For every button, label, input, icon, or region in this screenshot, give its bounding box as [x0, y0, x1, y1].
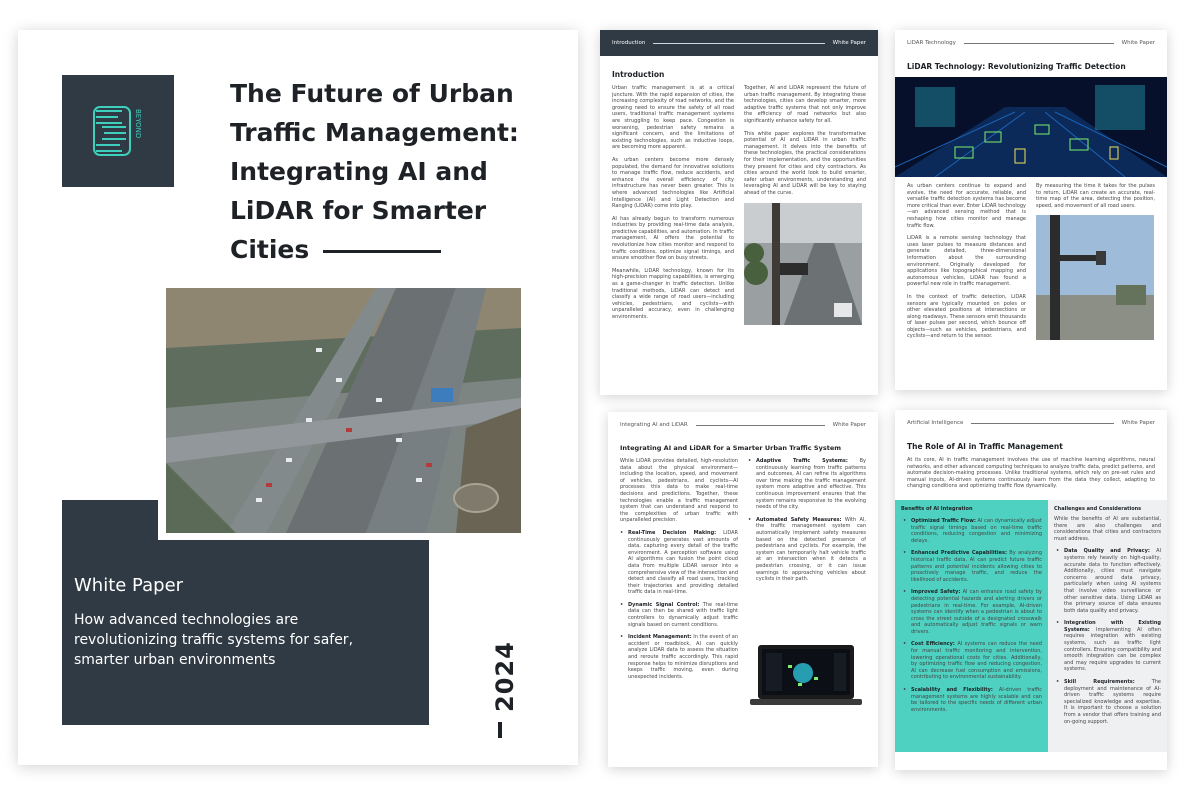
- lidar-column-2: [1036, 183, 1155, 346]
- paragraph: Meanwhile, LiDAR technology, known for its high-precision mapping capabilities, is emerging as a game-changer in traffic detection. Unlike traditional methods, LiDAR can detect and classify a wide range of road users—including vehicles, pedestrians, and cyclists—with unparalleled accuracy, even in challenging environments.: [612, 267, 734, 320]
- laptop-illustration: [748, 643, 866, 712]
- list-item: • Enhanced Predictive Capabilities: By analyzing historical traffic data, AI can predict future traffic patterns and potential incidents allowing cities to proactively manage traffic, and reduce the likelihood of accidents.: [903, 550, 1042, 583]
- page-artificial-intelligence: [895, 410, 1167, 770]
- intro-column-1: [612, 85, 734, 327]
- list-item: • Adaptive Traffic Systems: By continuously learning from traffic patterns and outcomes, AI can refine its algorithms over time making the traffic management system more adaptive and effective. This continuous improvement ensures that the system remains responsive to the evolving needs of the city.: [748, 458, 866, 511]
- benefits-column: [895, 500, 1048, 752]
- integrating-bullets-left: [620, 530, 738, 680]
- page-heading: Integrating AI and LiDAR for a Smarter Urban Traffic System: [620, 444, 841, 452]
- challenges-heading: Challenges and Considerations: [1054, 505, 1142, 512]
- header-doc-label: White Paper: [1121, 40, 1155, 46]
- list-item: • Scalability and Flexibility: AI-driven traffic management systems are highly scalable and can be tailored to the specific needs of different urban environments.: [903, 687, 1042, 713]
- beyond-logo-icon: [92, 103, 148, 159]
- cover-page: [18, 30, 578, 765]
- header-section-label: Artificial Intelligence: [907, 420, 964, 426]
- paragraph: As urban centers become more densely populated, the demand for innovative solutions to manage traffic flow, reduce accidents, and enhance the overall efficiency of city infrastructure has never been greater. This is where advanced technologies like Artificial Intelligence (AI) and Light Detection and Ranging (LiDAR) come into play.: [612, 156, 734, 210]
- page-header: [895, 410, 1167, 436]
- paragraph: Urban traffic management is at a critical juncture. With the rapid expansion of cities, the increasing complexity of road networks, and the growing need to ensure the safety of all road users, traditional traffic management systems are struggling to keep pace. Congestion is worsening, pedestrian safety remains a significant concern, and the limitations of existing technologies, such as inductive loops, are becoming more apparent.: [612, 85, 734, 151]
- header-section-label: LiDAR Technology: [907, 40, 956, 46]
- header-doc-label: White Paper: [832, 422, 866, 428]
- page-lidar-technology: [895, 30, 1167, 390]
- paragraph: In the context of traffic detection, LiDAR sensors are typically mounted on poles or other elevated positions at intersections or along roadways. These sensors emit thousands of laser pulses per second, which bounce off objects—such as vehicles, pedestrians, and cyclists—and return to the sensor.: [907, 293, 1026, 340]
- benefits-list: [895, 516, 1048, 713]
- logo-wordmark: BEYOND: [134, 109, 142, 139]
- page-heading: The Role of AI in Traffic Management: [907, 442, 1063, 451]
- paragraph: At its core, AI in traffic management involves the use of machine learning algorithms, neural networks, and other advanced computing techniques to analyze traffic data, predict patterns, and automate decision-making processes. Unlike traditional systems, which rely on pre-set rules and manual inputs, AI-driven systems continuously learn from the data they collect, adapting to changing conditions and optimizing traffic flow dynamically.: [907, 457, 1155, 490]
- integrating-bullets-right: [748, 458, 866, 583]
- cover-title-text: The Future of Urban Traffic Management: Integrating AI and LiDAR for Smarter Cities: [230, 79, 519, 264]
- page-header: [600, 30, 878, 56]
- list-item: • Improved Safety: AI can enhance road safety by detecting potential hazards and alerting drivers or pedestrians in real-time. For example, AI-driven systems can identify when a pedestrian is about to cross the street outside of a designated crosswalk and automatically adjust traffic signals or warn drivers.: [903, 589, 1042, 635]
- list-item: • Integration with Existing Systems: Implementing AI often requires integration with existing systems, such as traffic light controllers. Ensuring compatibility and smooth integration can be complex and may require upgrades to current systems.: [1056, 620, 1161, 673]
- page-heading: LiDAR Technology: Revolutionizing Traffic Detection: [907, 62, 1126, 71]
- cover-title: [230, 74, 550, 269]
- lidar-point-cloud-image: [895, 77, 1167, 177]
- page-introduction: [600, 30, 878, 395]
- page-heading: Introduction: [612, 70, 665, 79]
- year-bar: [498, 722, 502, 738]
- header-doc-label: White Paper: [832, 40, 866, 46]
- paragraph: As urban centers continue to expand and evolve, the need for accurate, reliable, and versatile traffic detection systems has become more critical than ever. Enter LiDAR technology—an advanced sensing method that is reshaping how cities monitor and manage traffic flow.: [907, 183, 1026, 229]
- brand-logo: [62, 75, 174, 187]
- paragraph: This white paper explores the transformative potential of AI and LiDAR in urban traffic management. It delves into the benefits of these technologies, the practical considerations for their implementation, and the opportunities they present for cities and city contractors. As cities around the world look to build smarter, safer urban environments, understanding and leveraging AI and LiDAR will be key to staying ahead of the curve.: [744, 130, 866, 196]
- list-item: • Data Quality and Privacy: AI systems rely heavily on high-quality, accurate data to function effectively. Additionally, cities must navigate concerns around data privacy, particularly when using AI systems that involve video surveillance or other sensitive data. Using LiDAR as the primary source of data ensures both data quality and privacy.: [1056, 548, 1161, 614]
- cover-year: 2024: [491, 641, 519, 712]
- ai-columns: [895, 500, 1167, 752]
- header-section-label: Integrating AI and LiDAR: [620, 422, 688, 428]
- integrating-column-1: [620, 458, 738, 711]
- cover-panel-tab: [62, 500, 158, 540]
- paragraph: Together, AI and LiDAR represent the future of urban traffic management. By integrating these technologies, cities can develop smarter, more adaptive traffic systems that not only improve the efficiency of road networks but also significantly enhance safety for all.: [744, 85, 866, 124]
- page-header: [608, 412, 878, 438]
- challenges-column: [1048, 500, 1167, 752]
- page-header: [895, 30, 1167, 56]
- list-item: • Incident Management: In the event of an accident or roadblock, AI can quickly analyze LiDAR data to assess the situation and reroute traffic accordingly. This rapid response helps to minimize disruptions and keeps traffic moving, even during unexpected incidents.: [620, 634, 738, 680]
- header-section-label: Introduction: [612, 40, 646, 46]
- benefits-heading: Benefits of AI Integration: [901, 505, 973, 512]
- cover-subtitle: How advanced technologies are revolutionizing traffic systems for safer, smarter urban environments: [74, 612, 354, 668]
- header-rule: [964, 43, 1114, 44]
- list-item: • Cost Efficiency: AI systems can reduce the need for manual traffic monitoring and intervention, lowering operational costs for cities. Additionally, by optimizing traffic flow and reducing congestion, AI can decrease fuel consumption and emissions, contributing to environmental sustainability.: [903, 641, 1042, 681]
- aerial-intersection-photo: [166, 288, 521, 533]
- list-item: • Optimized Traffic Flow: AI can dynamically adjust traffic signal timings based on real-time traffic conditions, reducing congestion and minimizing delays.: [903, 518, 1042, 544]
- page-integrating-ai-lidar: [608, 412, 878, 767]
- paragraph: While LiDAR provides detailed, high-resolution data about the physical environment—including the location, speed, and movement of vehicles, pedestrians, and cyclists—AI processes this data to make real-time decisions and predictions. Together, these technologies enable a traffic management system that can understand and respond to the complexities of urban traffic with unparalleled precision.: [620, 458, 738, 524]
- list-item: • Dynamic Signal Control: The real-time data can then be shared with traffic light controllers to dynamically adjust traffic signals based on current conditions.: [620, 602, 738, 628]
- header-rule: [653, 43, 824, 44]
- street-camera-photo: [744, 203, 862, 325]
- cover-doc-type: White Paper: [74, 575, 184, 596]
- paragraph: By measuring the time it takes for the pulses to return, LiDAR can create an accurate, real-time map of the area, detecting the position, speed, and movement of all road users.: [1036, 183, 1155, 209]
- lidar-column-1: [907, 183, 1026, 346]
- title-rule: [323, 250, 441, 253]
- header-doc-label: White Paper: [1121, 420, 1155, 426]
- list-item: • Real-Time Decision Making: LiDAR continuously generates vast amounts of data, capturing every detail of the traffic environment. A perception software using AI algorithms can fusion the point cloud data from multiple LiDAR sensor into a comprehensive view of the intersection and detect and classify all road users, tracking their trajectories and providing detailed traffic data in real-time.: [620, 530, 738, 596]
- paragraph: AI has already begun to transform numerous industries by providing real-time data analysis, predictive capabilities, and automation. In traffic management, AI offers the potential to revolutionize how cities monitor and respond to traffic conditions, optimize signal timings, and ensure smoother flow on busy streets.: [612, 215, 734, 262]
- intro-column-2: [744, 85, 866, 327]
- header-rule: [971, 423, 1113, 424]
- paragraph: While the benefits of AI are substantial, there are also challenges and considerations that cities and contractors must address.: [1054, 515, 1161, 542]
- list-item: • Automated Safety Measures: With AI, the traffic management system can automatically implement safety measures based on the detected presence of pedestrians and cyclists. For example, the system can temporarily halt vehicle traffic at an intersection when it detects a pedestrian crossing, or it can issue warnings to approaching vehicles about cyclists in their path.: [748, 517, 866, 583]
- paragraph: LiDAR is a remote sensing technology that uses laser pulses to measure distances and generate detailed, three-dimensional information about the surrounding environment. Originally developed for applications like topographical mapping and autonomous vehicles, LiDAR has found a powerful new role in traffic management.: [907, 235, 1026, 288]
- challenges-list: [1048, 546, 1167, 725]
- integrating-column-2: [748, 458, 866, 711]
- list-item: • Skill Requirements: The deployment and maintenance of AI-driven traffic systems require specialized knowledge and expertise. It is important to choose a solution from a vendor that offers training and on-going support.: [1056, 679, 1161, 725]
- header-rule: [696, 425, 825, 426]
- lidar-sensor-pole-photo: [1036, 215, 1154, 340]
